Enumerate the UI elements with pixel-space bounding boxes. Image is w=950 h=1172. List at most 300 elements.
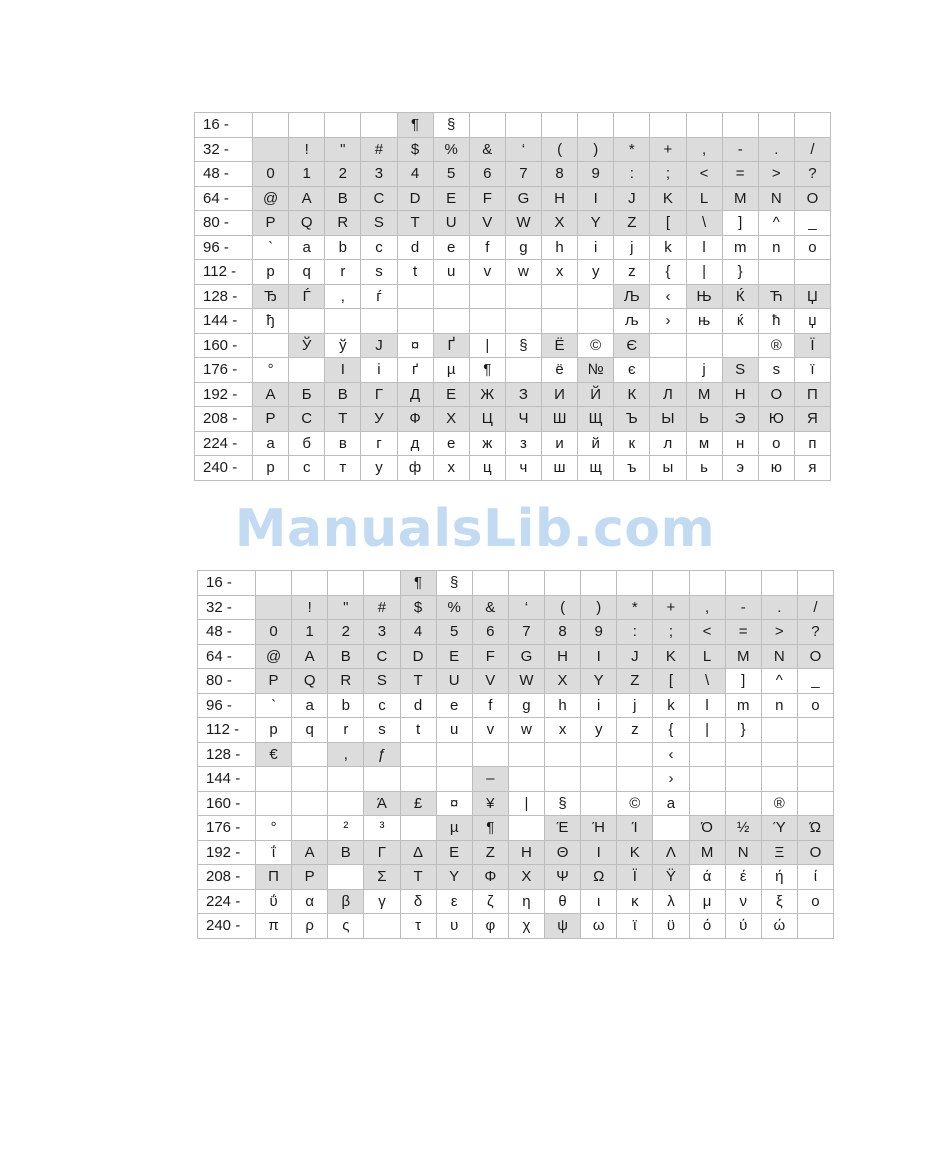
char-cell: J: [617, 644, 653, 669]
row-code-label: 240 -: [198, 914, 256, 939]
char-cell: Ђ: [253, 284, 289, 309]
char-cell: [397, 284, 433, 309]
row-code-label: 192 -: [198, 840, 256, 865]
char-cell: D: [400, 644, 436, 669]
char-cell: Y: [581, 669, 617, 694]
char-cell: ‹: [650, 284, 686, 309]
char-cell: B: [325, 186, 361, 211]
char-cell: ѕ: [758, 358, 794, 383]
char-cell: [505, 284, 541, 309]
char-cell: ν: [725, 889, 761, 914]
char-cell: Ќ: [722, 284, 758, 309]
char-cell: О: [758, 382, 794, 407]
char-cell: [578, 284, 614, 309]
char-cell: y: [581, 718, 617, 743]
table-row: [198, 816, 834, 841]
char-cell: 3: [361, 162, 397, 187]
row-code-label: 48 -: [195, 162, 253, 187]
char-cell: ?: [797, 620, 833, 645]
char-cell: C: [361, 186, 397, 211]
char-cell: ©: [578, 333, 614, 358]
char-cell: ы: [650, 456, 686, 481]
char-cell: φ: [472, 914, 508, 939]
char-cell: х: [433, 456, 469, 481]
char-cell: ϊ: [617, 914, 653, 939]
char-cell: &: [472, 595, 508, 620]
charset-table-body: [198, 571, 834, 939]
char-cell: [436, 767, 472, 792]
char-cell: ά: [689, 865, 725, 890]
char-cell: τ: [400, 914, 436, 939]
char-cell: а: [253, 431, 289, 456]
char-cell: P: [256, 669, 292, 694]
char-cell: ѓ: [361, 284, 397, 309]
char-cell: [761, 742, 797, 767]
table-row: [198, 669, 834, 694]
char-cell: !: [292, 595, 328, 620]
char-cell: s: [364, 718, 400, 743]
table-row: [195, 113, 831, 138]
char-cell: Љ: [614, 284, 650, 309]
char-cell: (: [545, 595, 581, 620]
char-cell: [794, 113, 830, 138]
char-cell: [289, 358, 325, 383]
char-cell: q: [292, 718, 328, 743]
char-cell: Э: [722, 407, 758, 432]
char-cell: ц: [469, 456, 505, 481]
row-code-label: 112 -: [195, 260, 253, 285]
char-cell: Υ: [436, 865, 472, 890]
char-cell: [797, 742, 833, 767]
char-cell: D: [397, 186, 433, 211]
char-cell: Х: [433, 407, 469, 432]
char-cell: k: [653, 693, 689, 718]
char-cell: [797, 914, 833, 939]
table-row: [195, 358, 831, 383]
char-cell: =: [722, 162, 758, 187]
char-cell: ж: [469, 431, 505, 456]
char-cell: χ: [508, 914, 544, 939]
char-cell: [761, 767, 797, 792]
char-cell: b: [325, 235, 361, 260]
char-cell: &: [469, 137, 505, 162]
char-cell: м: [686, 431, 722, 456]
char-cell: [650, 333, 686, 358]
char-cell: Ο: [797, 840, 833, 865]
row-code-label: 16 -: [198, 571, 256, 596]
char-cell: р: [253, 456, 289, 481]
table-row: [198, 914, 834, 939]
char-cell: W: [505, 211, 541, 236]
char-cell: с: [289, 456, 325, 481]
char-cell: }: [725, 718, 761, 743]
char-cell: [545, 571, 581, 596]
table-row: [198, 693, 834, 718]
char-cell: я: [794, 456, 830, 481]
char-cell: Λ: [653, 840, 689, 865]
char-cell: e: [436, 693, 472, 718]
char-cell: З: [505, 382, 541, 407]
char-cell: F: [472, 644, 508, 669]
table-row: [198, 865, 834, 890]
char-cell: [508, 571, 544, 596]
row-code-label: 128 -: [198, 742, 256, 767]
char-cell: ϋ: [653, 914, 689, 939]
char-cell: [797, 571, 833, 596]
char-cell: Ј: [361, 333, 397, 358]
char-cell: π: [256, 914, 292, 939]
char-cell: `: [253, 235, 289, 260]
char-cell: *: [614, 137, 650, 162]
row-code-label: 96 -: [198, 693, 256, 718]
char-cell: ¤: [436, 791, 472, 816]
char-cell: С: [289, 407, 325, 432]
char-cell: Ϊ: [617, 865, 653, 890]
char-cell: Θ: [545, 840, 581, 865]
char-cell: [505, 113, 541, 138]
char-cell: \: [689, 669, 725, 694]
char-cell: [542, 284, 578, 309]
char-cell: ^: [758, 211, 794, 236]
char-cell: h: [542, 235, 578, 260]
char-cell: ђ: [253, 309, 289, 334]
char-cell: _: [797, 669, 833, 694]
char-cell: ґ: [397, 358, 433, 383]
char-cell: д: [397, 431, 433, 456]
char-cell: g: [505, 235, 541, 260]
char-cell: ί: [797, 865, 833, 890]
char-cell: θ: [545, 889, 581, 914]
char-cell: Ό: [689, 816, 725, 841]
char-cell: ω: [581, 914, 617, 939]
char-cell: [686, 113, 722, 138]
char-cell: ®: [758, 333, 794, 358]
char-cell: Ν: [725, 840, 761, 865]
char-cell: [472, 742, 508, 767]
row-code-label: 160 -: [195, 333, 253, 358]
row-code-label: 160 -: [198, 791, 256, 816]
char-cell: [361, 309, 397, 334]
char-cell: [617, 742, 653, 767]
char-cell: X: [545, 669, 581, 694]
char-cell: б: [289, 431, 325, 456]
char-cell: [725, 571, 761, 596]
char-cell: h: [545, 693, 581, 718]
char-cell: S: [364, 669, 400, 694]
char-cell: K: [653, 644, 689, 669]
char-cell: H: [545, 644, 581, 669]
char-cell: z: [617, 718, 653, 743]
char-cell: d: [400, 693, 436, 718]
char-cell: щ: [578, 456, 614, 481]
char-cell: [469, 309, 505, 334]
char-cell: [292, 816, 328, 841]
char-cell: a: [292, 693, 328, 718]
char-cell: [: [653, 669, 689, 694]
char-cell: Z: [614, 211, 650, 236]
row-code-label: 32 -: [195, 137, 253, 162]
char-cell: y: [578, 260, 614, 285]
char-cell: [328, 865, 364, 890]
char-cell: К: [614, 382, 650, 407]
char-cell: r: [325, 260, 361, 285]
char-cell: п: [794, 431, 830, 456]
char-cell: Η: [508, 840, 544, 865]
char-cell: Γ: [364, 840, 400, 865]
char-cell: µ: [433, 358, 469, 383]
char-cell: ¶: [469, 358, 505, 383]
watermark: ManualsLib.com: [234, 499, 716, 559]
char-cell: І: [325, 358, 361, 383]
char-cell: [581, 767, 617, 792]
char-cell: [364, 914, 400, 939]
char-cell: 9: [578, 162, 614, 187]
char-cell: Q: [289, 211, 325, 236]
char-cell: §: [436, 571, 472, 596]
row-code-label: 176 -: [195, 358, 253, 383]
char-cell: ³: [364, 816, 400, 841]
char-cell: O: [794, 186, 830, 211]
char-cell: +: [653, 595, 689, 620]
char-cell: [650, 358, 686, 383]
char-cell: n: [758, 235, 794, 260]
char-cell: ќ: [722, 309, 758, 334]
char-cell: m: [725, 693, 761, 718]
char-cell: _: [794, 211, 830, 236]
char-cell: [542, 113, 578, 138]
row-code-label: 208 -: [195, 407, 253, 432]
char-cell: 5: [436, 620, 472, 645]
table-row: [198, 840, 834, 865]
char-cell: G: [505, 186, 541, 211]
char-cell: [400, 742, 436, 767]
char-cell: ›: [650, 309, 686, 334]
char-cell: 1: [292, 620, 328, 645]
char-cell: Τ: [400, 865, 436, 890]
char-cell: ¶: [397, 113, 433, 138]
char-cell: ,: [325, 284, 361, 309]
char-cell: ": [325, 137, 361, 162]
char-cell: [400, 767, 436, 792]
char-cell: j: [614, 235, 650, 260]
char-cell: ξ: [761, 889, 797, 914]
char-cell: [761, 718, 797, 743]
char-cell: Ц: [469, 407, 505, 432]
char-cell: г: [361, 431, 397, 456]
char-cell: Φ: [472, 865, 508, 890]
char-cell: [797, 767, 833, 792]
table-row: [195, 162, 831, 187]
char-cell: l: [686, 235, 722, 260]
char-cell: 3: [364, 620, 400, 645]
char-cell: α: [292, 889, 328, 914]
char-cell: a: [289, 235, 325, 260]
char-cell: Ч: [505, 407, 541, 432]
char-cell: %: [433, 137, 469, 162]
char-cell: ;: [653, 620, 689, 645]
char-cell: [256, 767, 292, 792]
char-cell: f: [469, 235, 505, 260]
char-cell: Χ: [508, 865, 544, 890]
char-cell: [794, 260, 830, 285]
char-cell: Κ: [617, 840, 653, 865]
char-cell: [253, 333, 289, 358]
table-row: [198, 620, 834, 645]
char-cell: ¶: [400, 571, 436, 596]
char-cell: x: [545, 718, 581, 743]
char-cell: Ш: [542, 407, 578, 432]
char-cell: у: [361, 456, 397, 481]
char-cell: η: [508, 889, 544, 914]
char-cell: L: [689, 644, 725, 669]
char-cell: [325, 309, 361, 334]
table-row: [198, 644, 834, 669]
char-cell: ƒ: [364, 742, 400, 767]
char-cell: [725, 742, 761, 767]
char-cell: [433, 284, 469, 309]
char-cell: /: [797, 595, 833, 620]
char-cell: Ї: [794, 333, 830, 358]
char-cell: Є: [614, 333, 650, 358]
char-cell: {: [653, 718, 689, 743]
char-cell: [653, 571, 689, 596]
char-cell: џ: [794, 309, 830, 334]
row-code-label: 80 -: [195, 211, 253, 236]
char-cell: Μ: [689, 840, 725, 865]
char-cell: е: [433, 431, 469, 456]
char-cell: S: [361, 211, 397, 236]
char-cell: [328, 767, 364, 792]
char-cell: [328, 571, 364, 596]
char-cell: И: [542, 382, 578, 407]
char-cell: Ϋ: [653, 865, 689, 890]
char-cell: ъ: [614, 456, 650, 481]
char-cell: ΐ: [256, 840, 292, 865]
char-cell: ρ: [292, 914, 328, 939]
char-cell: Ά: [364, 791, 400, 816]
char-cell: °: [253, 358, 289, 383]
char-cell: ј: [686, 358, 722, 383]
char-cell: л: [650, 431, 686, 456]
char-cell: b: [328, 693, 364, 718]
char-cell: m: [722, 235, 758, 260]
char-cell: t: [397, 260, 433, 285]
char-cell: #: [364, 595, 400, 620]
char-cell: |: [469, 333, 505, 358]
char-cell: i: [581, 693, 617, 718]
char-cell: x: [542, 260, 578, 285]
char-cell: Б: [289, 382, 325, 407]
char-cell: 8: [545, 620, 581, 645]
char-cell: €: [256, 742, 292, 767]
char-cell: [650, 113, 686, 138]
char-cell: z: [614, 260, 650, 285]
char-cell: $: [397, 137, 433, 162]
char-cell: ю: [758, 456, 794, 481]
char-cell: =: [725, 620, 761, 645]
char-cell: Ф: [397, 407, 433, 432]
char-cell: 0: [253, 162, 289, 187]
char-cell: [797, 791, 833, 816]
char-cell: Z: [617, 669, 653, 694]
char-cell: [653, 816, 689, 841]
table-row: [195, 333, 831, 358]
char-cell: G: [508, 644, 544, 669]
char-cell: g: [508, 693, 544, 718]
char-cell: Ћ: [758, 284, 794, 309]
char-cell: [325, 113, 361, 138]
char-cell: έ: [725, 865, 761, 890]
char-cell: p: [256, 718, 292, 743]
char-cell: [614, 113, 650, 138]
char-cell: `: [256, 693, 292, 718]
char-cell: [617, 767, 653, 792]
char-cell: r: [328, 718, 364, 743]
row-code-label: 240 -: [195, 456, 253, 481]
char-cell: ό: [689, 914, 725, 939]
char-cell: l: [689, 693, 725, 718]
char-cell: Н: [722, 382, 758, 407]
char-cell: q: [289, 260, 325, 285]
char-cell: Щ: [578, 407, 614, 432]
char-cell: Π: [256, 865, 292, 890]
char-cell: ,: [328, 742, 364, 767]
char-cell: Q: [292, 669, 328, 694]
char-cell: [469, 113, 505, 138]
char-cell: ч: [505, 456, 541, 481]
charset-table-body: [195, 113, 831, 481]
char-cell: Έ: [545, 816, 581, 841]
char-cell: Ε: [436, 840, 472, 865]
char-cell: [689, 571, 725, 596]
char-cell: ё: [542, 358, 578, 383]
char-cell: ^: [761, 669, 797, 694]
table-row: [198, 889, 834, 914]
char-cell: Ъ: [614, 407, 650, 432]
char-cell: [797, 718, 833, 743]
row-code-label: 208 -: [198, 865, 256, 890]
char-cell: ш: [542, 456, 578, 481]
char-cell: т: [325, 456, 361, 481]
char-cell: V: [472, 669, 508, 694]
char-cell: (: [542, 137, 578, 162]
char-cell: [545, 767, 581, 792]
char-cell: ]: [725, 669, 761, 694]
char-cell: [722, 113, 758, 138]
table-row: [198, 767, 834, 792]
char-cell: 4: [397, 162, 433, 187]
char-cell: A: [289, 186, 325, 211]
char-cell: ¤: [397, 333, 433, 358]
char-cell: X: [542, 211, 578, 236]
char-cell: u: [436, 718, 472, 743]
char-cell: [364, 571, 400, 596]
row-code-label: 224 -: [195, 431, 253, 456]
char-cell: 6: [469, 162, 505, 187]
char-cell: Ь: [686, 407, 722, 432]
char-cell: c: [361, 235, 397, 260]
char-cell: [472, 571, 508, 596]
char-cell: <: [689, 620, 725, 645]
char-cell: i: [578, 235, 614, 260]
char-cell: [581, 571, 617, 596]
char-cell: [289, 309, 325, 334]
char-cell: [: [650, 211, 686, 236]
char-cell: М: [686, 382, 722, 407]
char-cell: Ψ: [545, 865, 581, 890]
char-cell: Ύ: [761, 816, 797, 841]
row-code-label: 112 -: [198, 718, 256, 743]
